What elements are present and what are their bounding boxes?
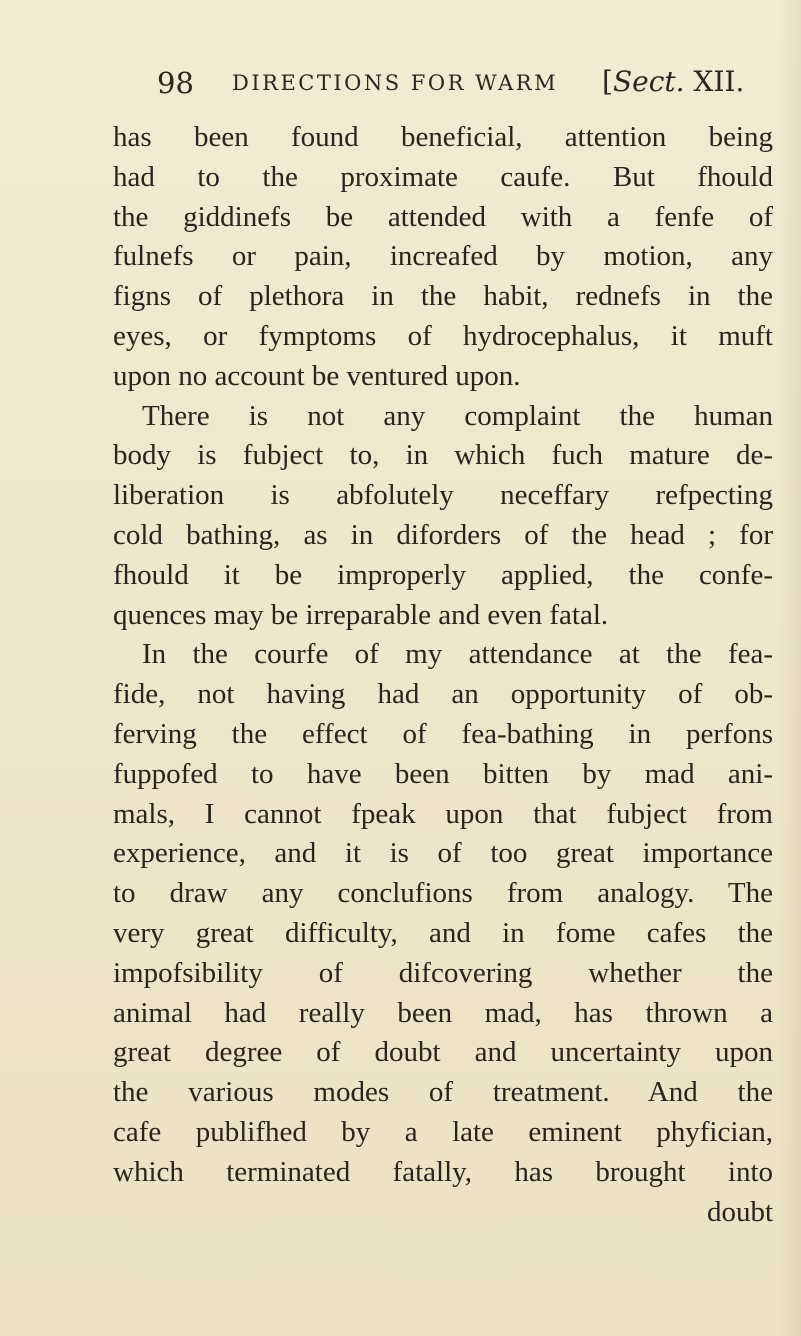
text-line: had to the proximate caufe. But fhould: [113, 160, 773, 193]
text-line: which terminated fatally, has brought into: [113, 1155, 773, 1188]
text-line: eyes, or fymptoms of hydrocephalus, it muft: [113, 319, 773, 352]
text-line: figns of plethora in the habit, rednefs in the: [113, 280, 773, 313]
text-line: cafe publifhed by a late eminent phyfician,: [113, 1115, 773, 1148]
text-line: very great difficulty, and in fome cafes the: [113, 916, 773, 949]
section-marker: [Sect. XII.: [602, 65, 745, 98]
text-line: cold bathing, as in diforders of the head ; for: [113, 518, 773, 551]
catchword: doubt: [706, 1195, 773, 1228]
text-line: impofsibility of difcovering whether the: [113, 956, 773, 989]
text-line: mals, I cannot fpeak upon that fubject from: [113, 797, 773, 830]
text-line: to draw any conclufions from analogy. The: [113, 877, 773, 910]
page-number: 98: [157, 66, 194, 100]
text-line: great degree of doubt and uncertainty upon: [113, 1036, 773, 1069]
text-line: experience, and it is of too great importance: [113, 837, 773, 870]
text-line: body is fubject to, in which fuch mature de-: [113, 439, 773, 472]
running-header: [157, 66, 767, 106]
text-line: upon no account be ventured upon.: [113, 359, 521, 392]
text-line: the giddinefs be attended with a fenfe of: [113, 200, 773, 233]
running-title: DIRECTIONS FOR WARM: [232, 71, 559, 95]
page-edge-shadow: [779, 0, 801, 1336]
text-line: has been found beneficial, attention being: [113, 121, 773, 153]
text-line: fuppofed to have been bitten by mad ani-: [113, 757, 773, 790]
text-line: ferving the effect of fea-bathing in perfons: [113, 717, 773, 750]
text-line: quences may be irreparable and even fatal.: [113, 598, 609, 631]
text-line: animal had really been mad, has thrown a: [113, 996, 773, 1029]
text-line: fulnefs or pain, increafed by motion, any: [113, 240, 773, 273]
text-line: fhould it be improperly applied, the confe-: [113, 558, 773, 591]
text-line: liberation is abfolutely neceffary refpecting: [113, 479, 773, 512]
text-line: the various modes of treatment. And the: [113, 1076, 773, 1109]
paragraph-start-line: There is not any complaint the human: [142, 399, 773, 432]
text-line: fide, not having had an opportunity of ob-: [113, 678, 773, 711]
body-text: [113, 118, 773, 1232]
paragraph-start-line: In the courfe of my attendance at the fea-: [142, 638, 773, 671]
